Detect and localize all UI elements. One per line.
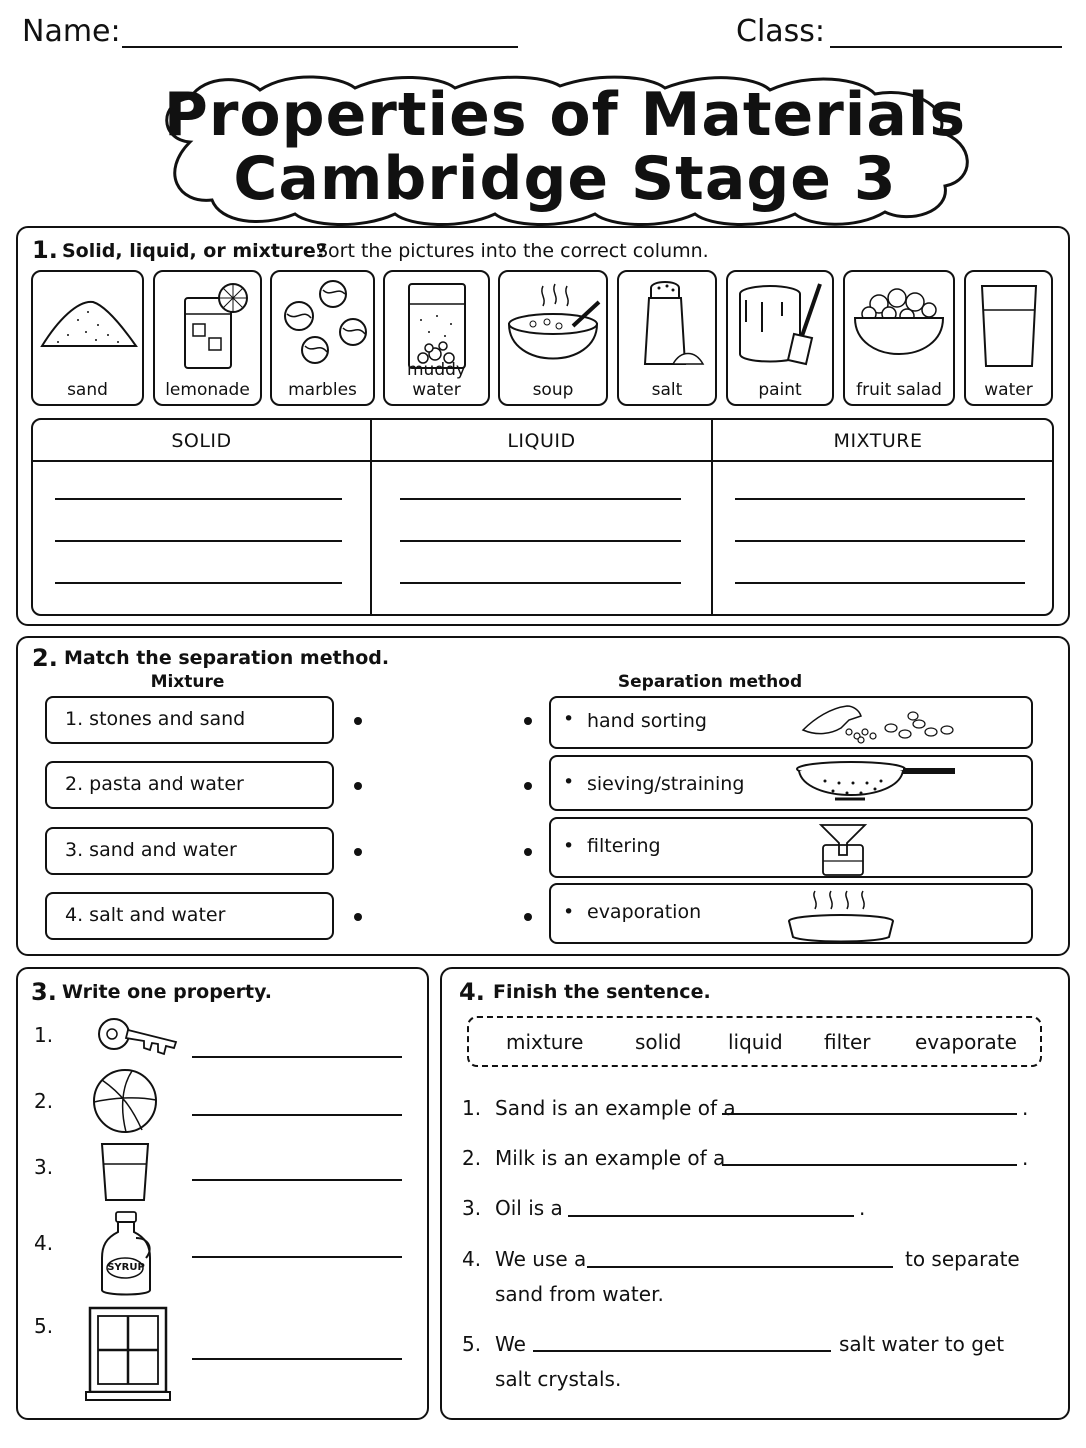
class-label: Class: (736, 14, 826, 49)
sand-pile-icon (38, 280, 138, 360)
sentence-blank[interactable] (568, 1215, 854, 1217)
soup-bowl-icon (503, 280, 603, 370)
q3-item-number: 4. (34, 1231, 54, 1255)
column-header-solid: SOLID (171, 430, 232, 452)
picture-card-muddy-water[interactable] (383, 270, 490, 406)
word-bank-item: evaporate (915, 1030, 1017, 1054)
mixture-item: 3. sand and water (45, 827, 334, 875)
bullet: • (563, 771, 575, 793)
mixture-item: 1. stones and sand (45, 696, 334, 744)
sentence-text: We (495, 1332, 526, 1356)
mixture-item: 2. pasta and water (45, 761, 334, 809)
method-label: filtering (587, 835, 661, 857)
page-subtitle: Cambridge Stage 3 (233, 144, 897, 214)
method-label: hand sorting (587, 710, 707, 732)
sentence-number: 4. (462, 1247, 482, 1271)
picture-label: water (984, 380, 1033, 400)
sentence-number: 5. (462, 1332, 482, 1356)
sort-table-header-rule (33, 460, 1052, 462)
sentence-text: Milk is an example of a (495, 1146, 726, 1170)
match-dot-right[interactable] (524, 913, 532, 921)
name-label: Name: (22, 14, 121, 49)
picture-label: marbles (288, 380, 357, 400)
q3-title: Write one property. (62, 981, 272, 1003)
glass-of-water-icon (98, 1140, 152, 1204)
method-label: evaporation (587, 901, 702, 923)
method-column-header: Separation method (617, 672, 803, 692)
word-bank-item: mixture (506, 1030, 584, 1054)
sentence-text: salt water to get (839, 1332, 1005, 1356)
name-field[interactable] (122, 46, 518, 48)
match-dot-right[interactable] (524, 848, 532, 856)
q3-item-number: 3. (34, 1155, 54, 1179)
sentence-text: sand from water. (495, 1282, 664, 1306)
q3-number: 3. (31, 978, 57, 1006)
picture-label: soup (532, 380, 574, 400)
solid-answer-line[interactable] (55, 540, 342, 542)
sentence-number: 3. (462, 1196, 482, 1220)
q4-title: Finish the sentence. (493, 981, 711, 1003)
bullet: • (563, 901, 575, 923)
picture-card-salt[interactable] (617, 270, 717, 406)
column-header-liquid: LIQUID (507, 430, 576, 452)
method-item-hand-sorting (549, 696, 1033, 749)
marbles-icon (277, 280, 369, 366)
ball-icon (92, 1068, 158, 1134)
syrup-bottle-icon (94, 1210, 156, 1298)
property-answer-line[interactable] (192, 1114, 402, 1116)
muddy-water-icon (401, 280, 473, 372)
method-label: sieving/straining (587, 773, 745, 795)
picture-card-sand[interactable] (31, 270, 144, 406)
mixture-answer-line[interactable] (735, 582, 1025, 584)
picture-card-water[interactable] (964, 270, 1053, 406)
picture-label: fruit salad (856, 380, 942, 400)
word-bank-item: filter (824, 1030, 871, 1054)
page-title: Properties of Materials (163, 80, 967, 150)
sentence-number: 1. (462, 1096, 482, 1120)
q1-instruction: Sort the pictures into the correct column. (316, 240, 709, 262)
method-item-filtering (549, 817, 1033, 878)
mixture-column-header: Mixture (150, 672, 225, 692)
syrup-label: SYRUP (107, 1262, 145, 1273)
liquid-answer-line[interactable] (400, 540, 681, 542)
evaporating-dish-icon (785, 887, 897, 943)
picture-label: lemonade (165, 380, 250, 400)
solid-answer-line[interactable] (55, 582, 342, 584)
match-dot-left[interactable] (354, 717, 362, 725)
match-dot-left[interactable] (354, 913, 362, 921)
solid-answer-line[interactable] (55, 498, 342, 500)
mixture-answer-line[interactable] (735, 498, 1025, 500)
filter-funnel-icon (815, 821, 871, 877)
picture-label: sand (67, 380, 108, 400)
word-bank-item: liquid (728, 1030, 783, 1054)
sentence-end: . (859, 1196, 866, 1220)
sentence-end: . (1022, 1096, 1029, 1120)
q2-number: 2. (32, 644, 58, 672)
match-dot-left[interactable] (354, 782, 362, 790)
paint-can-icon (732, 280, 828, 368)
sentence-text: Sand is an example of a (495, 1096, 736, 1120)
mixture-item: 4. salt and water (45, 892, 334, 940)
q1-title: Solid, liquid, or mixture? (62, 240, 327, 262)
property-answer-line[interactable] (192, 1056, 402, 1058)
mixture-answer-line[interactable] (735, 540, 1025, 542)
lemonade-icon (163, 280, 253, 372)
fruit-salad-icon (849, 280, 949, 360)
glass-of-water-icon (974, 280, 1044, 370)
key-icon (96, 1014, 180, 1060)
q3-panel (16, 967, 429, 1420)
picture-card-paint[interactable] (726, 270, 834, 406)
window-icon (84, 1304, 172, 1404)
method-item-sieving (549, 755, 1033, 811)
liquid-answer-line[interactable] (400, 498, 681, 500)
liquid-answer-line[interactable] (400, 582, 681, 584)
hand-sorting-icon (801, 700, 961, 746)
picture-card-soup[interactable] (498, 270, 608, 406)
q3-item-number: 2. (34, 1089, 54, 1113)
match-dot-right[interactable] (524, 717, 532, 725)
match-dot-left[interactable] (354, 848, 362, 856)
method-item-evaporation (549, 883, 1033, 944)
picture-card-marbles[interactable] (270, 270, 375, 406)
bullet: • (563, 708, 575, 730)
sentence-text: We use a (495, 1247, 587, 1271)
q3-item-number: 5. (34, 1314, 54, 1338)
match-dot-right[interactable] (524, 782, 532, 790)
picture-label: salt (651, 380, 683, 400)
q3-item-number: 1. (34, 1023, 54, 1047)
sentence-blank[interactable] (587, 1266, 893, 1268)
sentence-text: salt crystals. (495, 1367, 622, 1391)
sentence-end: . (1022, 1146, 1029, 1170)
sentence-number: 2. (462, 1146, 482, 1170)
picture-card-lemonade[interactable] (153, 270, 262, 406)
sentence-text: Oil is a (495, 1196, 563, 1220)
picture-label: muddy water (407, 360, 466, 400)
property-answer-line[interactable] (192, 1358, 402, 1360)
bullet: • (563, 835, 575, 857)
q4-number: 4. (459, 978, 485, 1006)
q1-number: 1. (32, 236, 58, 264)
sentence-text: to separate (905, 1247, 1020, 1271)
sentence-blank[interactable] (722, 1113, 1017, 1115)
picture-label: paint (758, 380, 802, 400)
sieve-icon (795, 759, 975, 811)
salt-shaker-icon (627, 280, 707, 372)
class-field[interactable] (830, 46, 1062, 48)
column-header-mixture: MIXTURE (833, 430, 923, 452)
word-bank-item: solid (635, 1030, 682, 1054)
sentence-blank[interactable] (533, 1350, 831, 1352)
property-answer-line[interactable] (192, 1179, 402, 1181)
picture-card-fruit-salad[interactable] (843, 270, 955, 406)
property-answer-line[interactable] (192, 1256, 402, 1258)
sentence-blank[interactable] (722, 1164, 1017, 1166)
q2-title: Match the separation method. (64, 647, 390, 669)
